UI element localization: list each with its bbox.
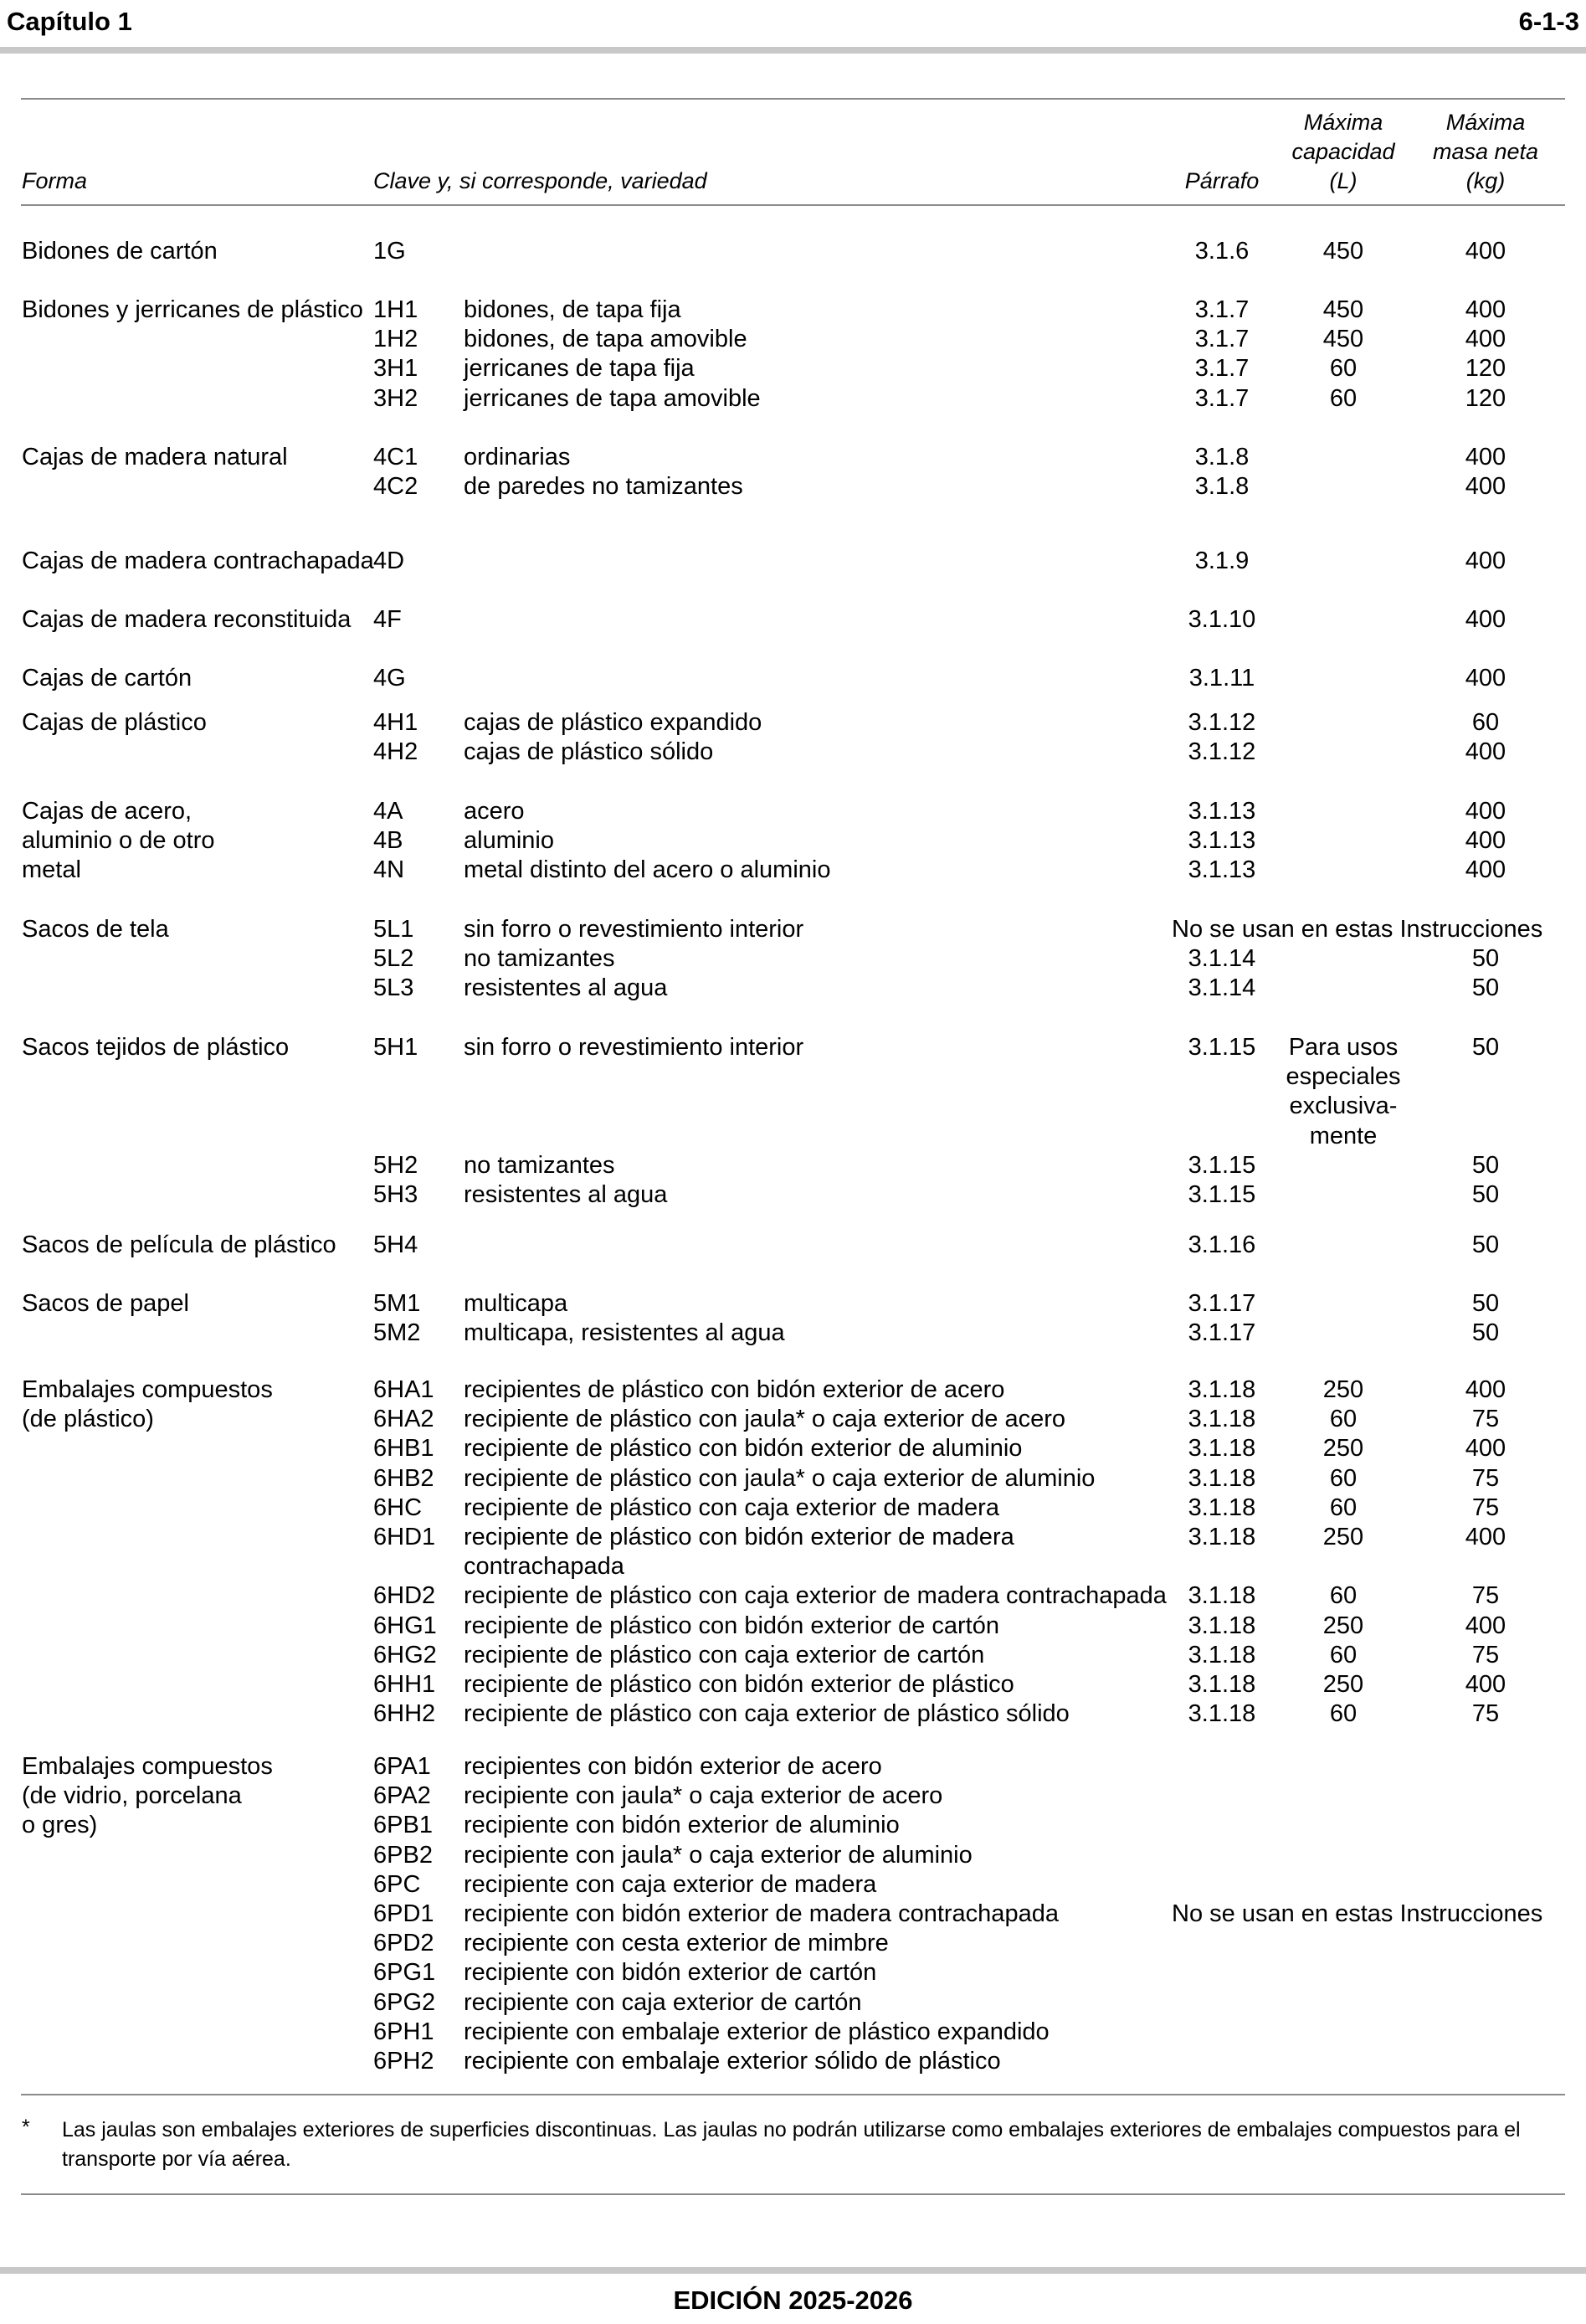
packaging-variety: recipiente con embalaje exterior de plástico expandido — [464, 2018, 1050, 2045]
max-net-mass: 400 — [1465, 1671, 1506, 1698]
packaging-variety: recipiente de plástico con caja exterior de plástico sólido — [464, 1700, 1070, 1728]
packaging-code: 4B — [373, 827, 403, 855]
packaging-code: 1H2 — [373, 326, 418, 353]
packaging-form-label: Cajas de madera natural — [22, 444, 288, 470]
packaging-variety: recipiente de plástico con bidón exterior de madera — [464, 1524, 1014, 1550]
packaging-code: 6PH2 — [373, 2048, 434, 2075]
packaging-variety: no tamizantes — [464, 1151, 615, 1179]
packaging-variety: recipiente con caja exterior de cartón — [464, 1988, 862, 2016]
packaging-code: 5H4 — [373, 1231, 418, 1258]
max-net-mass: 400 — [1465, 238, 1506, 265]
max-net-mass: 400 — [1465, 473, 1506, 501]
paragraph-ref: 3.1.15 — [1188, 1151, 1256, 1179]
packaging-variety: recipiente de plástico con caja exterior de madera — [464, 1494, 999, 1521]
paragraph-ref: 3.1.15 — [1188, 1034, 1256, 1061]
packaging-form-label: Cajas de acero, — [22, 798, 192, 825]
packaging-code: 3H2 — [373, 384, 418, 412]
packaging-variety: aluminio — [464, 827, 554, 855]
max-net-mass: 60 — [1471, 709, 1500, 736]
packaging-variety: bidones, de tapa amovible — [464, 326, 747, 353]
packaging-code: 4N — [373, 856, 405, 884]
packaging-form-label: o gres) — [22, 1812, 98, 1839]
packaging-variety: recipiente con caja exterior de madera — [464, 1870, 877, 1898]
packaging-form-label: Sacos tejidos de plástico — [22, 1034, 290, 1061]
packaging-code: 6PA1 — [373, 1753, 431, 1780]
packaging-code: 6HA2 — [373, 1406, 434, 1433]
max-net-mass: 400 — [1465, 548, 1506, 574]
column-header-masa-line: Máxima — [1445, 110, 1526, 135]
max-net-mass: 50 — [1471, 945, 1500, 973]
packaging-form-label: Cajas de madera contrachapada — [22, 548, 374, 574]
max-capacity: 60 — [1329, 384, 1358, 412]
max-net-mass: 75 — [1471, 1641, 1500, 1668]
packaging-variety: recipiente de plástico con caja exterior de madera contrachapada — [464, 1582, 1167, 1610]
packaging-variety: recipiente con bidón exterior de aluminio — [464, 1812, 900, 1839]
packaging-form-label: Cajas de cartón — [22, 665, 192, 692]
paragraph-ref: 3.1.17 — [1188, 1290, 1256, 1317]
max-capacity: 450 — [1322, 326, 1364, 353]
packaging-code: 5H3 — [373, 1181, 418, 1208]
edition-footer: EDICIÓN 2025-2026 — [673, 2285, 913, 2315]
packaging-code: 6PA2 — [373, 1782, 431, 1810]
packaging-form-label: metal — [22, 856, 81, 884]
packaging-code: 6HG2 — [373, 1641, 437, 1668]
packaging-variety: resistentes al agua — [464, 974, 668, 1002]
packaging-code: 6PD1 — [373, 1900, 434, 1927]
packaging-variety: no tamizantes — [464, 945, 615, 973]
max-capacity-note: exclusiva- — [1289, 1093, 1398, 1120]
packaging-variety: sin forro o revestimiento interior — [464, 916, 804, 943]
max-capacity: 250 — [1322, 1376, 1364, 1403]
footnote-marker: * — [22, 2116, 30, 2139]
packaging-code: 6PH1 — [373, 2018, 434, 2045]
paragraph-ref: 3.1.15 — [1188, 1181, 1256, 1208]
paragraph-ref: 3.1.7 — [1194, 355, 1250, 383]
packaging-variety: jerricanes de tapa fija — [464, 355, 695, 383]
max-net-mass: 120 — [1465, 384, 1506, 412]
packaging-variety: de paredes no tamizantes — [464, 473, 743, 501]
paragraph-ref: 3.1.11 — [1188, 665, 1255, 692]
packaging-variety: recipiente de plástico con bidón exterior de plástico — [464, 1671, 1014, 1698]
packaging-code: 6HG1 — [373, 1612, 437, 1639]
packaging-variety: bidones, de tapa fija — [464, 296, 681, 323]
packaging-code: 6HH2 — [373, 1700, 436, 1728]
paragraph-ref: 3.1.13 — [1188, 798, 1256, 825]
paragraph-ref: 3.1.13 — [1188, 827, 1256, 855]
packaging-variety: contrachapada — [464, 1553, 624, 1581]
paragraph-ref: 3.1.8 — [1194, 444, 1250, 470]
packaging-code: 5H2 — [373, 1151, 418, 1179]
max-net-mass: 50 — [1471, 1034, 1500, 1061]
packaging-code: 5H1 — [373, 1034, 418, 1061]
max-net-mass: 75 — [1471, 1464, 1500, 1492]
footnote-top-line — [21, 2094, 1565, 2095]
max-net-mass: 400 — [1465, 1435, 1506, 1463]
paragraph-ref: 3.1.9 — [1194, 548, 1250, 574]
packaging-variety: resistentes al agua — [464, 1181, 668, 1208]
packaging-code: 4G — [373, 665, 406, 692]
packaging-code: 1H1 — [373, 296, 418, 323]
packaging-code: 4C1 — [373, 444, 418, 470]
column-header-masa-line: masa neta — [1432, 139, 1539, 164]
packaging-form-label: Sacos de película de plástico — [22, 1231, 336, 1258]
packaging-code: 5L1 — [373, 916, 414, 943]
column-header-forma: Forma — [22, 168, 88, 193]
max-net-mass: 400 — [1465, 444, 1506, 470]
paragraph-ref: 3.1.18 — [1188, 1700, 1256, 1728]
max-capacity: 250 — [1322, 1435, 1364, 1463]
packaging-code: 4H1 — [373, 709, 418, 736]
max-net-mass: 400 — [1465, 1376, 1506, 1403]
packaging-form-label: Embalajes compuestos — [22, 1376, 273, 1403]
paragraph-ref: 3.1.18 — [1188, 1612, 1256, 1639]
max-capacity: 450 — [1322, 238, 1364, 265]
max-net-mass: 75 — [1471, 1582, 1500, 1610]
max-capacity: 60 — [1329, 1641, 1358, 1668]
max-net-mass: 400 — [1465, 1612, 1506, 1639]
max-net-mass: 400 — [1465, 798, 1506, 825]
column-header-parrafo: Párrafo — [1184, 168, 1260, 193]
max-net-mass: 400 — [1465, 1524, 1506, 1550]
packaging-code: 6HC — [373, 1494, 423, 1521]
packaging-variety: recipiente con bidón exterior de cartón — [464, 1959, 877, 1987]
packaging-code: 5L3 — [373, 974, 414, 1002]
max-capacity: 60 — [1329, 1464, 1358, 1492]
packaging-code: 4A — [373, 798, 403, 825]
column-header-clave: Clave y, si corresponde, variedad — [373, 168, 707, 193]
packaging-form-label: aluminio o de otro — [22, 827, 215, 855]
packaging-code: 6PB2 — [373, 1841, 433, 1869]
packaging-code: 6HA1 — [373, 1376, 434, 1403]
packaging-form-label: Bidones y jerricanes de plástico — [22, 296, 363, 323]
packaging-code: 1G — [373, 238, 406, 265]
packaging-variety: recipientes de plástico con bidón exterior de acero — [464, 1376, 1005, 1403]
max-capacity: 60 — [1329, 1494, 1358, 1521]
packaging-form-label: Cajas de madera reconstituida — [22, 606, 352, 633]
max-net-mass: 50 — [1471, 1319, 1500, 1347]
paragraph-ref: 3.1.18 — [1188, 1376, 1256, 1403]
paragraph-ref: 3.1.10 — [1188, 606, 1256, 633]
paragraph-ref: 3.1.7 — [1194, 384, 1250, 412]
paragraph-ref: 3.1.12 — [1188, 709, 1256, 736]
paragraph-ref: 3.1.12 — [1188, 738, 1256, 766]
packaging-variety: recipiente con embalaje exterior sólido de plástico — [464, 2048, 1001, 2075]
paragraph-ref: 3.1.7 — [1194, 296, 1250, 323]
packaging-code: 6PB1 — [373, 1812, 433, 1839]
column-header-capacidad-line: capacidad — [1291, 139, 1395, 164]
paragraph-ref: 3.1.8 — [1194, 473, 1250, 501]
max-net-mass: 75 — [1471, 1700, 1500, 1728]
paragraph-ref: 3.1.13 — [1188, 856, 1256, 884]
packaging-code: 4C2 — [373, 473, 418, 501]
packaging-code: 6HB2 — [373, 1464, 434, 1492]
packaging-form-label: Sacos de tela — [22, 916, 169, 943]
max-net-mass: 400 — [1465, 856, 1506, 884]
footnote-bottom-line — [21, 2193, 1565, 2195]
packaging-form-label: Sacos de papel — [22, 1290, 189, 1317]
packaging-variety: cajas de plástico sólido — [464, 738, 714, 766]
packaging-variety: cajas de plástico expandido — [464, 709, 762, 736]
max-net-mass: 50 — [1471, 974, 1500, 1002]
max-net-mass: 75 — [1471, 1406, 1500, 1433]
max-capacity: 60 — [1329, 355, 1358, 383]
max-capacity: 250 — [1322, 1524, 1364, 1550]
paragraph-ref: 3.1.18 — [1188, 1582, 1256, 1610]
footnote-text: Las jaulas son embalajes exteriores de superficies discontinuas. Las jaulas no podrán utilizarse como embalajes exteriores de embalajes compuestos para el transporte por vía aérea. — [62, 2118, 1521, 2171]
packaging-variety: metal distinto del acero o aluminio — [464, 856, 831, 884]
paragraph-ref: 3.1.18 — [1188, 1464, 1256, 1492]
max-net-mass: 400 — [1465, 827, 1506, 855]
max-capacity: 250 — [1322, 1671, 1364, 1698]
max-net-mass: 400 — [1465, 738, 1506, 766]
packaging-variety: sin forro o revestimiento interior — [464, 1034, 804, 1061]
paragraph-ref: 3.1.7 — [1194, 326, 1250, 353]
bottom-rule — [0, 2267, 1586, 2274]
packaging-code: 4D — [373, 548, 405, 574]
packaging-variety: recipientes con bidón exterior de acero — [464, 1753, 882, 1780]
paragraph-ref: 3.1.16 — [1188, 1231, 1256, 1258]
max-net-mass: 75 — [1471, 1494, 1500, 1521]
packaging-variety: recipiente de plástico con caja exterior de cartón — [464, 1641, 985, 1668]
max-net-mass: 120 — [1465, 355, 1506, 383]
max-capacity: 60 — [1329, 1406, 1358, 1433]
packaging-form-label: (de plástico) — [22, 1406, 154, 1433]
packaging-code: 6HD1 — [373, 1524, 436, 1550]
page-reference: 6-1-3 — [1518, 7, 1579, 36]
packaging-variety: multicapa — [464, 1290, 568, 1317]
max-capacity-note: Para usos — [1288, 1034, 1399, 1061]
paragraph-ref: 3.1.18 — [1188, 1406, 1256, 1433]
max-capacity: 250 — [1322, 1612, 1364, 1639]
paragraph-ref: 3.1.6 — [1194, 238, 1250, 265]
max-capacity-note: especiales — [1286, 1063, 1401, 1091]
max-capacity: 60 — [1329, 1582, 1358, 1610]
max-capacity-note: mente — [1309, 1122, 1378, 1149]
paragraph-ref: 3.1.17 — [1188, 1319, 1256, 1347]
packaging-code: 6PG2 — [373, 1988, 436, 2016]
packaging-code: 6HD2 — [373, 1582, 436, 1610]
packaging-variety: recipiente con cesta exterior de mimbre — [464, 1930, 889, 1957]
packaging-variety: recipiente de plástico con bidón exterior de cartón — [464, 1612, 999, 1639]
packaging-code: 6HH1 — [373, 1671, 436, 1698]
packaging-variety: multicapa, resistentes al agua — [464, 1319, 785, 1347]
max-capacity: 450 — [1322, 296, 1364, 323]
max-net-mass: 50 — [1471, 1231, 1500, 1258]
paragraph-ref: 3.1.18 — [1188, 1524, 1256, 1550]
packaging-variety: recipiente con jaula* o caja exterior de acero — [464, 1782, 943, 1810]
packaging-variety: recipiente de plástico con jaula* o caja exterior de acero — [464, 1406, 1065, 1433]
packaging-code: 6PG1 — [373, 1959, 436, 1987]
not-used-note: No se usan en estas Instrucciones — [1172, 916, 1543, 943]
max-net-mass: 400 — [1465, 296, 1506, 323]
packaging-code: 3H1 — [373, 355, 418, 383]
paragraph-ref: 3.1.14 — [1188, 945, 1256, 973]
max-net-mass: 50 — [1471, 1151, 1500, 1179]
packaging-code: 6HB1 — [373, 1435, 434, 1463]
packaging-form-label: Bidones de cartón — [22, 238, 218, 265]
packaging-variety: ordinarias — [464, 444, 571, 470]
packaging-form-label: Cajas de plástico — [22, 709, 207, 736]
packaging-form-label: Embalajes compuestos — [22, 1753, 273, 1780]
packaging-code: 4F — [373, 606, 402, 633]
max-net-mass: 50 — [1471, 1181, 1500, 1208]
packaging-code: 4H2 — [373, 738, 418, 766]
column-header-masa-line: (kg) — [1465, 168, 1506, 193]
max-net-mass: 400 — [1465, 665, 1506, 692]
paragraph-ref: 3.1.18 — [1188, 1435, 1256, 1463]
chapter-title: Capítulo 1 — [7, 7, 132, 36]
paragraph-ref: 3.1.18 — [1188, 1671, 1256, 1698]
packaging-form-label: (de vidrio, porcelana — [22, 1782, 242, 1810]
packaging-variety: recipiente de plástico con jaula* o caja exterior de aluminio — [464, 1464, 1096, 1492]
packaging-variety: recipiente con bidón exterior de madera contrachapada — [464, 1900, 1059, 1927]
max-net-mass: 400 — [1465, 326, 1506, 353]
not-used-note: No se usan en estas Instrucciones — [1172, 1900, 1543, 1927]
packaging-code: 6PD2 — [373, 1930, 434, 1957]
packaging-code: 5M2 — [373, 1319, 421, 1347]
packaging-code: 5L2 — [373, 945, 414, 973]
packaging-variety: acero — [464, 798, 525, 825]
max-capacity: 60 — [1329, 1700, 1358, 1728]
column-header-capacidad-line: (L) — [1329, 168, 1358, 193]
max-net-mass: 400 — [1465, 606, 1506, 633]
paragraph-ref: 3.1.18 — [1188, 1494, 1256, 1521]
packaging-variety: recipiente con jaula* o caja exterior de aluminio — [464, 1841, 973, 1869]
packaging-code: 5M1 — [373, 1290, 421, 1317]
max-net-mass: 50 — [1471, 1290, 1500, 1317]
packaging-code: 6PC — [373, 1870, 421, 1898]
packaging-variety: jerricanes de tapa amovible — [464, 384, 761, 412]
packaging-variety: recipiente de plástico con bidón exterior de aluminio — [464, 1435, 1023, 1463]
column-header-capacidad-line: Máxima — [1303, 110, 1383, 135]
paragraph-ref: 3.1.14 — [1188, 974, 1256, 1002]
paragraph-ref: 3.1.18 — [1188, 1641, 1256, 1668]
